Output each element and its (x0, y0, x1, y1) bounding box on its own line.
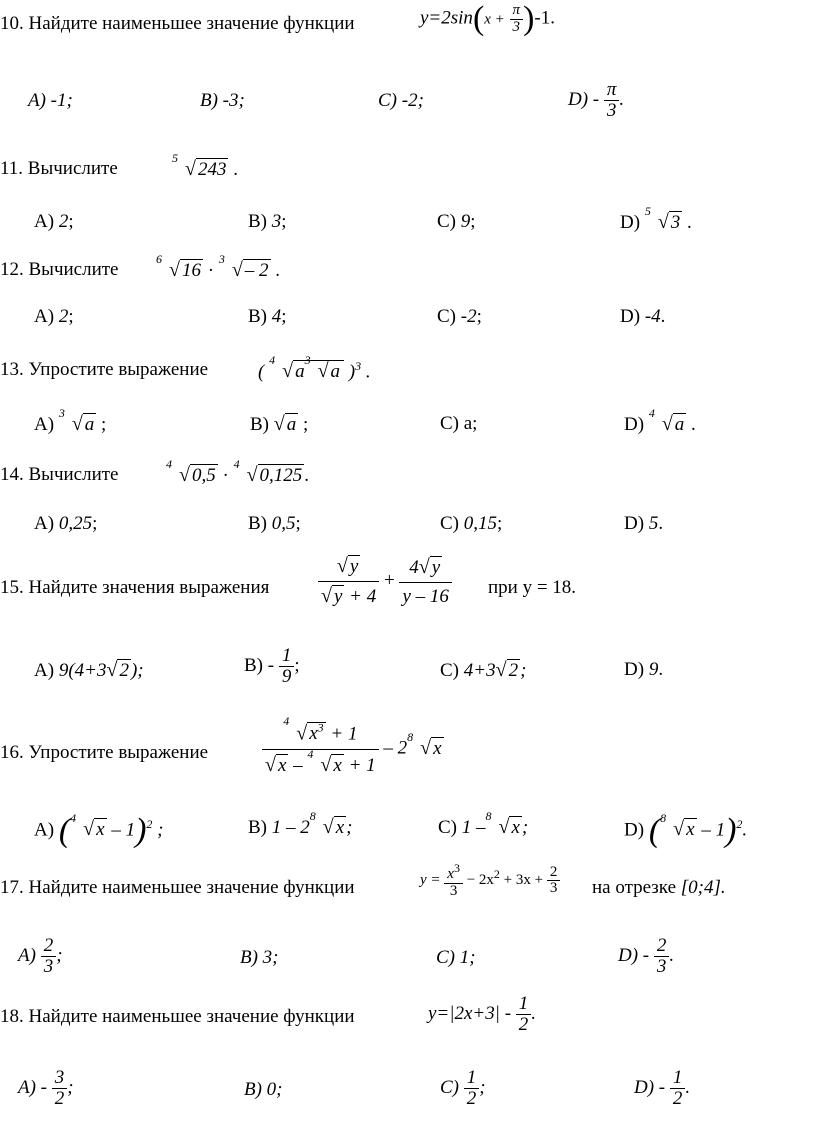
frac-2-3 (547, 865, 561, 898)
formula-q10: y=2sin(x + $\frac{\pi}{3}$ )-1. (420, 0, 555, 37)
answer-value: 3 (271, 211, 282, 232)
answer-b[interactable] (248, 514, 301, 533)
radicand: a (330, 361, 341, 383)
denominator: 2 (466, 1087, 477, 1109)
radicand: 243 (197, 159, 227, 180)
root-index: 6 (156, 252, 162, 266)
answer-label: D) (620, 212, 641, 233)
answer-a[interactable] (34, 307, 74, 326)
root: √ a (273, 413, 297, 435)
expr: y=2sin (420, 7, 473, 29)
segment-value: [0;4]. (680, 877, 726, 898)
answer-value: -2 (460, 306, 477, 327)
punct: ; (68, 306, 74, 327)
root: √ y (321, 585, 343, 607)
root: 8 √ x (485, 809, 520, 838)
root: 4 √ 0,5 (166, 457, 216, 486)
answer-a[interactable]: A) -1; (28, 90, 73, 111)
root-index: 4 (648, 406, 655, 420)
answer-a[interactable] (34, 212, 74, 231)
punct: . (660, 306, 666, 327)
formula-q18 (428, 994, 536, 1035)
denominator: 2 (518, 1013, 529, 1035)
denominator-term: + 4 (349, 586, 377, 607)
punct: . (685, 1076, 691, 1098)
answer-label: D) (624, 513, 645, 534)
answer-c[interactable]: C) 1; (436, 947, 476, 968)
answer-b[interactable]: B) -3; (200, 90, 245, 111)
radicand: x (333, 755, 342, 777)
fraction (52, 1068, 68, 1109)
answer-value: 9 (460, 211, 471, 232)
radicand: – 2 (244, 260, 269, 281)
root: 5 √ 243 (172, 151, 227, 180)
answer-b[interactable] (248, 809, 353, 838)
denominator: 3 (549, 880, 558, 897)
answer-d[interactable] (568, 80, 624, 121)
answer-c[interactable] (437, 212, 476, 231)
punct: . (304, 465, 310, 486)
radicand: x (335, 817, 345, 838)
punct: ; (521, 817, 529, 838)
root: 3 √ a (58, 406, 95, 435)
radicand: x (96, 819, 105, 841)
answer-label: C) (438, 817, 457, 838)
fraction (670, 1068, 686, 1109)
punct: ; (294, 654, 300, 676)
frac-pi-3 (510, 3, 524, 36)
denominator: 3 (449, 882, 458, 899)
answer-value: 0,15 (463, 513, 497, 534)
answer-label: D) (620, 306, 641, 327)
formula-q13: ( 4 √ a 3 √ a )$^3$ . (258, 353, 371, 383)
exponent: 3 (317, 721, 324, 735)
punct: ; (470, 211, 476, 232)
punct: . (365, 361, 371, 383)
answer-c[interactable] (440, 514, 502, 533)
numerator: 2 (654, 936, 670, 957)
question-14 (0, 465, 118, 484)
root: √ 2 (106, 659, 129, 681)
punct: ; (101, 414, 107, 435)
radicand: a (295, 361, 305, 383)
condition: при у = 18. (488, 577, 577, 598)
punct: ; (157, 819, 164, 841)
root: 8 √ x (309, 809, 345, 838)
punct: ; (92, 513, 98, 534)
expr: y=|2x+3| - (428, 1002, 512, 1024)
term: + 3x + (503, 872, 544, 889)
radicand: 16 (181, 260, 201, 281)
answer-c[interactable] (437, 307, 482, 326)
punct: ; (281, 211, 287, 232)
answer-label: A) (34, 660, 55, 681)
exponent: 2 (736, 817, 743, 832)
denominator: 2 (54, 1087, 65, 1109)
question-text: Упростите выражение (28, 359, 209, 380)
answer-label: A) - (18, 1076, 48, 1098)
answer-c[interactable] (440, 660, 526, 680)
answer-value: 4 (271, 306, 282, 327)
formula-q15 (318, 556, 452, 607)
expr: y = (420, 872, 441, 889)
question-text: Найдите наименьшее значение функции (28, 877, 355, 898)
radicand: a (84, 414, 95, 435)
answer-value: 9(4+3 (58, 660, 107, 681)
question-number: 17. (0, 877, 24, 898)
radicand: 3 (670, 212, 681, 233)
numerator: 3 (52, 1068, 68, 1089)
frac-1 (318, 556, 379, 607)
root: √ y (418, 555, 441, 578)
question-number: 16. (0, 742, 24, 763)
answer-label: C) (440, 660, 459, 681)
question-13 (0, 360, 208, 379)
punct: . (619, 88, 625, 110)
fraction (654, 936, 670, 977)
question-text: Найдите наименьшее значение функции (28, 1006, 355, 1027)
denominator: 3 (43, 955, 54, 977)
punct: ; (346, 817, 353, 838)
punct: ; (295, 513, 301, 534)
term: 1 – 2 (271, 817, 310, 838)
answer-label: C) (440, 1076, 459, 1098)
plus-sign: + (384, 569, 395, 591)
answer-label: B) (250, 414, 269, 435)
radicand: a (674, 414, 685, 435)
radicand: 0,125 (259, 465, 303, 486)
root: 4 √ x (307, 747, 342, 777)
answer-d[interactable] (624, 406, 696, 435)
question-18 (0, 1007, 355, 1026)
root-index: 5 (644, 204, 651, 218)
punct: . (658, 513, 664, 534)
exponent: 3 (355, 359, 362, 373)
root-index: 8 (407, 729, 414, 744)
punct: ; (479, 1076, 486, 1098)
punct: . (658, 659, 664, 680)
numerator: 2 (41, 936, 57, 957)
numerator: π (604, 80, 620, 101)
answer-label: D) - (568, 88, 600, 110)
answer-label: B) (248, 817, 267, 838)
punct: ; (302, 414, 309, 435)
radicand: x (277, 755, 287, 777)
answer-value: 5 (648, 513, 659, 534)
radicand: y (431, 556, 441, 578)
answer-a[interactable] (34, 514, 97, 533)
answer-label: D) - (618, 944, 650, 966)
fraction (516, 994, 532, 1035)
question-text: Найдите значения выражения (28, 577, 270, 598)
frac-pi-3 (604, 80, 620, 121)
root: √ x (265, 754, 287, 777)
answer-b[interactable] (248, 212, 287, 231)
answer-d[interactable] (620, 307, 665, 326)
answer-c[interactable]: C) -2; (378, 90, 424, 111)
answer-label: B) (248, 513, 267, 534)
answer-label: A) (34, 306, 55, 327)
answer-value: 0,5 (271, 513, 296, 534)
segment (592, 878, 726, 897)
root: 3 √ – 2 (218, 252, 269, 281)
root-index: 8 (485, 809, 492, 823)
root-index: 4 (70, 811, 77, 826)
punct: . (691, 414, 696, 435)
numerator: 1 (464, 1068, 480, 1089)
denominator: 3 (512, 18, 521, 35)
answer-label: D) (624, 819, 645, 841)
question-10 (0, 14, 355, 33)
question-text: Вычислите (28, 464, 119, 485)
formula-q17 (420, 862, 560, 900)
answer-b[interactable] (248, 307, 287, 326)
punct: ; (497, 513, 503, 534)
question-number: 10. (0, 13, 24, 34)
answer-b[interactable] (244, 646, 300, 687)
numerator-term: + 1 (330, 723, 358, 745)
answer-label: A) (34, 513, 55, 534)
exponent: 3 (453, 861, 460, 875)
denominator: 3 (656, 955, 667, 977)
root: 4 √ 0,125 (233, 457, 303, 486)
formula-q14: 4 √ 0,5 · 4 √ 0,125 . (166, 457, 310, 486)
answer-d[interactable]: D) ( 8 √ x – 1)$^2$. (624, 811, 748, 849)
question-12 (0, 260, 118, 279)
root-index: 3 (304, 353, 311, 368)
root-index: 5 (172, 151, 178, 165)
answer-a[interactable] (34, 406, 107, 435)
answer-value: -4 (644, 306, 661, 327)
denominator-term: + 1 (348, 755, 376, 777)
coefficient: 4 (409, 556, 419, 578)
answer-a[interactable]: A) ( 4 √ x – 1)$^2$ ; (34, 811, 164, 849)
question-number: 11. (0, 158, 24, 179)
answer-label: A) (34, 414, 55, 435)
denominator: y – 16 (402, 585, 449, 607)
frac-x3-3 (444, 862, 463, 900)
punct: . (669, 944, 675, 966)
answer-b[interactable]: B) 0; (244, 1079, 283, 1100)
root: 4 √ x (70, 811, 105, 841)
question-number: 13. (0, 359, 24, 380)
answer-label: D) - (634, 1076, 666, 1098)
root-index: 4 (283, 714, 290, 728)
answer-d[interactable] (634, 1068, 690, 1109)
question-number: 12. (0, 259, 24, 280)
question-number: 15. (0, 577, 24, 598)
punct: . (687, 212, 692, 233)
answer-label: B) (248, 306, 267, 327)
root-index: 4 (166, 457, 172, 471)
answer-c[interactable]: C) a; (440, 413, 478, 434)
radicand: 0,5 (191, 465, 216, 486)
root-index: 8 (309, 809, 316, 823)
punct: . (233, 159, 238, 180)
formula-q12: 6 √ 16 · 3 √ – 2 . (156, 252, 281, 281)
term: – 2 (383, 737, 408, 759)
punct: . (275, 260, 281, 281)
answer-label: C) (437, 306, 456, 327)
answer-c[interactable] (440, 1068, 486, 1109)
root-index: 4 (269, 353, 276, 368)
answer-label: C) (437, 211, 456, 232)
root: 4 √ a 3 √ a (269, 361, 344, 381)
radicand: x (686, 819, 695, 841)
answer-label: C) (440, 513, 459, 534)
expr-x: x + (484, 11, 505, 28)
numerator: 1 (670, 1068, 686, 1089)
formula-q11 (172, 151, 238, 180)
formula-q16 (262, 714, 444, 777)
answer-value: 9 (648, 659, 659, 680)
answer-a[interactable] (34, 660, 144, 680)
root: 5 √ 3 (644, 204, 681, 233)
numerator: 1 (279, 646, 295, 667)
radicand: x (309, 723, 318, 745)
fraction (464, 1068, 480, 1109)
segment-text: на отрезке (592, 877, 676, 898)
fraction (262, 714, 379, 777)
punct: ); (130, 660, 144, 681)
numerator: 1 (516, 994, 532, 1015)
exponent: 2 (493, 867, 500, 882)
punct: . (742, 819, 748, 841)
question-17 (0, 878, 355, 897)
fraction (279, 646, 295, 687)
radicand: 2 (508, 660, 519, 681)
punct: ; (476, 306, 482, 327)
fraction (41, 936, 57, 977)
punct: ; (68, 211, 74, 232)
punct: . (531, 1002, 537, 1024)
frac-2 (399, 557, 451, 607)
radicand: 2 (119, 660, 129, 681)
punct: ; (56, 944, 63, 966)
question-11 (0, 159, 118, 178)
root: √ y (336, 555, 359, 577)
minus-sign: – (293, 755, 303, 777)
root-index: 4 (307, 747, 314, 762)
answer-value: 2 (58, 211, 69, 232)
answer-c[interactable] (438, 809, 529, 838)
numerator: x (447, 866, 454, 882)
radicand: y (349, 556, 359, 577)
answer-label: D) (624, 659, 645, 680)
answer-label: D) (624, 414, 645, 435)
root: 4 √ $x^3$ (283, 714, 324, 745)
answer-a[interactable] (18, 936, 63, 977)
denominator: 3 (606, 99, 617, 121)
punct: ; (67, 1076, 74, 1098)
root: 8 √ x (660, 811, 695, 841)
punct: ; (281, 306, 287, 327)
question-text: Упростите выражение (28, 742, 209, 763)
question-15 (0, 578, 269, 597)
question-number: 14. (0, 464, 24, 485)
numerator: π (510, 3, 524, 20)
answer-d[interactable] (618, 936, 674, 977)
question-text: Найдите наименьшее значение функции (28, 13, 355, 34)
radicand: a (286, 414, 297, 435)
exponent: 2 (146, 817, 153, 832)
root: √ 2 (495, 659, 519, 681)
question-number: 18. (0, 1006, 24, 1027)
answer-label: A) (18, 944, 36, 966)
term: 1 – (461, 817, 486, 838)
answer-b[interactable] (250, 414, 308, 434)
root-index: 3 (218, 252, 225, 266)
answer-d[interactable] (620, 204, 692, 233)
radicand: y (333, 586, 343, 607)
root-index: 4 (233, 457, 240, 471)
expr-tail: -1. (534, 7, 555, 29)
root: 6 √ 16 (156, 252, 201, 281)
question-text: Вычислите (27, 158, 118, 179)
term: – 1 (111, 819, 136, 841)
denominator: 2 (672, 1087, 683, 1109)
question-text: Вычислите (28, 259, 119, 280)
answer-value: 0,25 (58, 513, 93, 534)
numerator: 2 (547, 865, 561, 882)
answer-label: B) - (244, 654, 275, 676)
answer-d[interactable] (624, 514, 663, 533)
punct: ; (520, 660, 527, 681)
answer-label: B) (248, 211, 267, 232)
question-16 (0, 743, 208, 762)
answer-a[interactable] (18, 1068, 74, 1109)
answer-value: 2 (58, 306, 69, 327)
denominator: 9 (281, 665, 292, 687)
answer-d[interactable] (624, 660, 663, 679)
answer-label: A) (34, 211, 55, 232)
root: 8 √ x (407, 729, 442, 759)
radicand: x (511, 817, 520, 838)
root: 4 √ a (648, 406, 685, 435)
term: − 2x (466, 872, 494, 889)
root: 3 √ a (304, 353, 341, 383)
radicand: x (433, 737, 442, 759)
root-index: 3 (58, 406, 65, 420)
answer-label: A) (34, 819, 55, 841)
answer-b[interactable]: B) 3; (240, 947, 279, 968)
answer-value: 4+3 (463, 660, 496, 681)
term: – 1 (701, 819, 726, 841)
root-index: 8 (660, 811, 667, 826)
